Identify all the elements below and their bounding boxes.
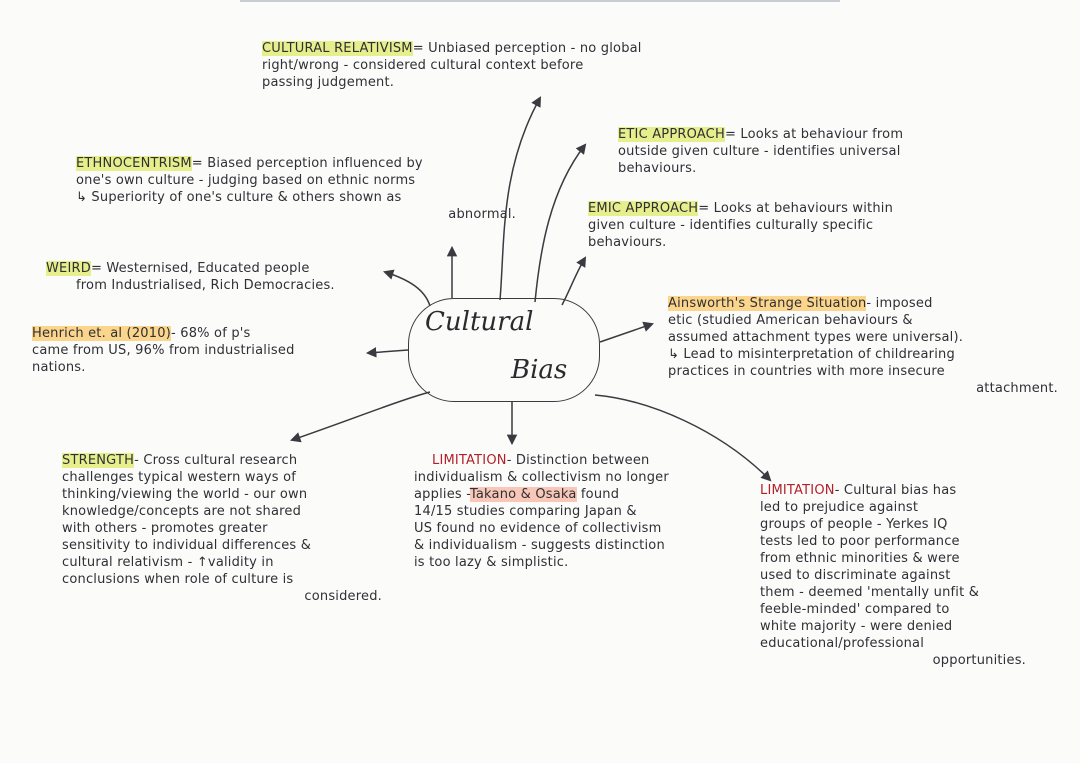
limitation-mid-line-1: - Distinction between — [506, 453, 650, 468]
ethnocentrism-note — [76, 155, 526, 223]
weird-note — [46, 260, 406, 294]
limitation-right-line-9: white majority - were denied — [760, 619, 953, 634]
henrich-line-3: nations. — [32, 360, 86, 375]
limitation-right-line-1: - Cultural bias has — [834, 483, 957, 498]
limitation-right-term: LIMITATION — [760, 483, 835, 498]
henrich-line-1: - 68% of p's — [171, 326, 251, 341]
ethnocentrism-line-3: ↳ Superiority of one's culture & others shown as — [76, 190, 402, 205]
emic-term: EMIC APPROACH — [588, 201, 699, 216]
arrow-to-etic — [535, 145, 585, 302]
limitation-right-line-2: led to prejudice against — [760, 500, 919, 515]
limitation-right-line-5: from ethnic minorities & were — [760, 551, 960, 566]
central-topic-word-2: Bias — [511, 355, 568, 385]
weird-line-2: from Industrialised, Rich Democracies. — [76, 278, 335, 293]
arrow-to-strength — [292, 392, 430, 440]
strength-line-8: conclusions when role of culture is — [62, 572, 294, 587]
strength-line-6: sensitivity to individual differences & — [62, 538, 312, 553]
strength-note — [62, 452, 382, 605]
limitation-right-line-6: used to discriminate against — [760, 568, 951, 583]
ainsworth-line-3: assumed attachment types were universal). — [668, 330, 964, 345]
cultural-relativism-line-1: = Unbiased perception - no global — [412, 41, 642, 56]
etic-line-1: = Looks at behaviour from — [724, 127, 904, 142]
emic-line-3: behaviours. — [588, 235, 667, 250]
takano-osaka-citation: Takano & Osaka — [469, 487, 577, 502]
strength-line-2: challenges typical western ways of — [62, 470, 296, 485]
limitation-right-line-4: tests led to poor performance — [760, 534, 960, 549]
weird-line-1: = Westernised, Educated people — [90, 261, 310, 276]
ainsworth-line-5: practices in countries with more insecure — [668, 364, 945, 379]
strength-line-7: cultural relativism - ↑validity in — [62, 555, 274, 570]
ethnocentrism-line-2: one's own culture - judging based on ethnic norms — [76, 173, 416, 188]
cultural-relativism-term: CULTURAL RELATIVISM — [262, 41, 413, 56]
limitation-mid-line-3: applies - — [414, 487, 470, 502]
strength-line-1: - Cross cultural research — [134, 453, 298, 468]
arrow-to-henrich — [368, 350, 408, 353]
ethnocentrism-line-1: = Biased perception influenced by — [191, 156, 423, 171]
ainsworth-line-4: ↳ Lead to misinterpretation of childrearing — [668, 347, 955, 362]
limitation-mid-term: LIMITATION — [432, 453, 507, 468]
emic-approach-note — [588, 200, 1028, 251]
limitation-mid-line-6: & individualism - suggests distinction — [414, 538, 665, 553]
henrich-term: Henrich et. al (2010) — [32, 326, 171, 341]
limitation-mid-line-3b: found — [580, 487, 620, 502]
strength-line-3: thinking/viewing the world - our own — [62, 487, 308, 502]
ainsworth-line-1: - imposed — [866, 296, 933, 311]
limitation-right-line-3: groups of people - Yerkes IQ — [760, 517, 948, 532]
ethnocentrism-term: ETHNOCENTRISM — [76, 156, 192, 171]
ethnocentrism-line-4: abnormal. — [448, 207, 516, 222]
weird-term: WEIRD — [46, 261, 91, 276]
cultural-relativism-line-2: right/wrong - considered cultural context before — [262, 58, 584, 73]
strength-line-9: considered. — [304, 589, 382, 604]
ainsworth-line-2: etic (studied American behaviours & — [668, 313, 913, 328]
strength-line-4: knowledge/concepts are not shared — [62, 504, 302, 519]
etic-line-2: outside given culture - identifies universal — [618, 144, 901, 159]
ainsworth-note — [668, 295, 1058, 397]
central-topic — [408, 298, 600, 402]
limitation-right-line-7: them - deemed 'mentally unfit & — [760, 585, 980, 600]
henrich-line-2: came from US, 96% from industrialised — [32, 343, 295, 358]
emic-line-2: given culture - identifies culturally specific — [588, 218, 874, 233]
henrich-note — [32, 325, 372, 376]
strength-line-5: with others - promotes greater — [62, 521, 268, 536]
limitation-right-line-10: educational/professional — [760, 636, 925, 651]
ainsworth-term: Ainsworth's Strange Situation — [668, 296, 867, 311]
arrow-to-emic — [562, 258, 585, 305]
arrow-to-ainsworth — [600, 324, 652, 342]
limitation-mid-line-7: is too lazy & simplistic. — [414, 555, 569, 570]
strength-term: STRENGTH — [62, 453, 135, 468]
etic-term: ETIC APPROACH — [618, 127, 725, 142]
limitation-mid-line-4: 14/15 studies comparing Japan & — [414, 504, 637, 519]
limitation-right-note — [760, 482, 1040, 669]
limitation-right-line-11: opportunities. — [932, 653, 1026, 668]
cultural-relativism-line-3: passing judgement. — [262, 75, 395, 90]
cultural-relativism-note — [262, 40, 782, 91]
limitation-mid-line-2: individualism & collectivism no longer — [414, 470, 669, 485]
limitation-right-line-8: feeble-minded' compared to — [760, 602, 950, 617]
emic-line-1: = Looks at behaviours within — [698, 201, 894, 216]
central-topic-word-1: Cultural — [425, 307, 534, 337]
limitation-mid-line-5: US found no evidence of collectivism — [414, 521, 662, 536]
limitation-mid-note — [414, 452, 744, 571]
etic-approach-note — [618, 126, 1018, 177]
etic-line-3: behaviours. — [618, 161, 697, 176]
ainsworth-line-6: attachment. — [976, 381, 1058, 396]
